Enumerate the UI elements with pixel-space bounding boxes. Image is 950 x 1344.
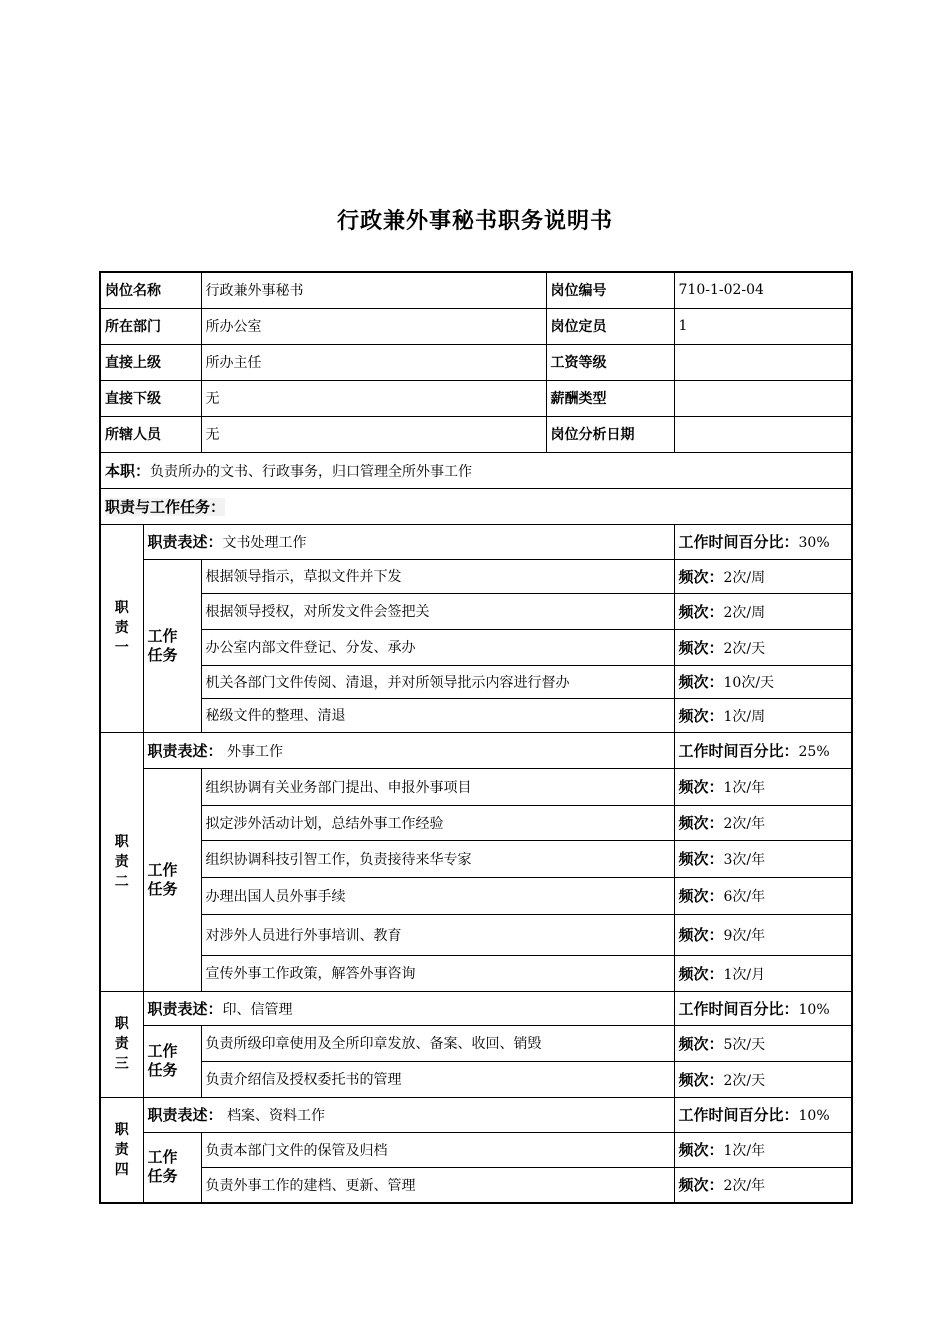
task-label: 工作任务	[147, 860, 178, 898]
duty-percent-cell	[674, 1097, 852, 1132]
main-duty-row	[100, 452, 852, 488]
duty-description-text: 档案、资料工作	[222, 1108, 325, 1124]
task-text: 负责本部门文件的保管及归档	[201, 1132, 674, 1167]
task-label-cell	[143, 559, 201, 732]
frequency-label: 频次：	[678, 567, 724, 586]
task-row	[100, 1132, 852, 1167]
field-label: 岗位定员	[546, 308, 674, 344]
frequency-label: 频次：	[678, 850, 724, 868]
task-frequency-cell	[674, 877, 852, 914]
duty-description-label: 职责表述：	[147, 999, 223, 1018]
frequency-label: 频次：	[678, 1176, 724, 1195]
field-value	[674, 344, 852, 380]
task-row	[100, 1167, 852, 1203]
task-frequency-cell	[674, 914, 852, 955]
task-text: 组织协调科技引智工作，负责接待来华专家	[201, 840, 674, 877]
task-row	[100, 955, 852, 991]
duty-description-text: 外事工作	[222, 743, 283, 760]
frequency-label: 频次：	[678, 887, 724, 905]
duty-description-row	[100, 991, 852, 1025]
task-frequency-cell	[674, 698, 852, 732]
percent-value: 25%	[798, 743, 830, 760]
task-row	[100, 629, 852, 665]
basic-row	[100, 416, 852, 452]
frequency-label: 频次：	[678, 1141, 724, 1159]
task-frequency-cell	[674, 1025, 852, 1061]
duty-description-row	[100, 524, 852, 559]
basic-row	[100, 308, 852, 344]
duty-percent-cell	[674, 991, 852, 1025]
task-text: 秘级文件的整理、清退	[201, 698, 674, 732]
frequency-value: 2次/周	[723, 604, 766, 621]
duty-name-text: 职责二	[114, 833, 129, 890]
percent-label: 工作时间百分比：	[678, 1106, 799, 1124]
frequency-value: 3次/年	[723, 852, 766, 868]
field-label: 所在部门	[100, 308, 201, 344]
frequency-label: 频次：	[678, 926, 724, 944]
frequency-value: 1次/周	[723, 708, 766, 725]
task-text: 负责外事工作的建档、更新、管理	[201, 1167, 674, 1203]
main-duty-text: 负责所办的文书、行政事务，归口管理全所外事工作	[150, 463, 473, 480]
task-label: 工作任务	[147, 1042, 178, 1079]
frequency-value: 1次/年	[723, 1143, 766, 1159]
task-text: 办公室内部文件登记、分发、承办	[201, 629, 674, 665]
frequency-value: 2次/年	[723, 816, 766, 832]
frequency-value: 5次/天	[723, 1036, 766, 1053]
duty-percent-cell	[674, 524, 852, 559]
field-label: 直接上级	[100, 344, 201, 380]
field-value: 1	[674, 308, 852, 344]
frequency-value: 10次/天	[723, 675, 775, 691]
basic-row	[100, 380, 852, 416]
task-text: 对涉外人员进行外事培训、教育	[201, 914, 674, 955]
frequency-value: 2次/年	[723, 1178, 766, 1195]
percent-value: 10%	[798, 1108, 830, 1124]
main-duty-label: 本职：	[105, 461, 151, 480]
percent-label: 工作时间百分比：	[678, 533, 799, 551]
field-value: 无	[201, 380, 546, 416]
task-text: 机关各部门文件传阅、清退，并对所领导批示内容进行督办	[201, 665, 674, 698]
percent-label: 工作时间百分比：	[678, 741, 799, 760]
task-label: 工作任务	[147, 1148, 178, 1186]
task-row	[100, 593, 852, 629]
field-label: 薪酬类型	[546, 380, 674, 416]
task-row	[100, 559, 852, 593]
frequency-label: 频次：	[678, 673, 724, 691]
task-frequency-cell	[674, 768, 852, 805]
main-duty-cell	[100, 452, 852, 488]
duty-description-cell	[143, 732, 674, 768]
duty-description-row	[100, 1097, 852, 1132]
task-row	[100, 914, 852, 955]
field-label: 岗位名称	[100, 272, 201, 308]
task-text: 根据领导授权，对所发文件会签把关	[201, 593, 674, 629]
field-value: 无	[201, 416, 546, 452]
task-frequency-cell	[674, 629, 852, 665]
duty-name	[100, 991, 143, 1097]
task-label-cell	[143, 1132, 201, 1203]
duties-header-row	[100, 488, 852, 524]
percent-value: 10%	[798, 1001, 830, 1018]
task-text: 组织协调有关业务部门提出、申报外事项目	[201, 768, 674, 805]
duties-header-cell	[100, 488, 852, 524]
duty-description-cell	[143, 991, 674, 1025]
task-row	[100, 805, 852, 840]
duty-description-label: 职责表述：	[147, 741, 223, 760]
frequency-value: 2次/天	[723, 1072, 766, 1089]
job-description-table	[99, 271, 853, 1204]
task-row	[100, 698, 852, 732]
duty-description-label: 职责表述：	[147, 1106, 223, 1124]
task-frequency-cell	[674, 1061, 852, 1097]
task-label-cell	[143, 768, 201, 991]
basic-row	[100, 272, 852, 308]
frequency-value: 1次/月	[723, 966, 766, 983]
duty-description-row	[100, 732, 852, 768]
frequency-label: 频次：	[678, 638, 724, 657]
task-text: 根据领导指示，草拟文件并下发	[201, 559, 674, 593]
task-frequency-cell	[674, 955, 852, 991]
duty-name	[100, 524, 143, 732]
duty-description-text: 印、信管理	[222, 1001, 293, 1018]
field-label: 岗位编号	[546, 272, 674, 308]
field-label: 直接下级	[100, 380, 201, 416]
task-row	[100, 1025, 852, 1061]
frequency-value: 2次/周	[723, 569, 766, 586]
field-value	[674, 416, 852, 452]
field-label: 岗位分析日期	[546, 416, 674, 452]
task-frequency-cell	[674, 805, 852, 840]
frequency-value: 2次/天	[723, 640, 766, 657]
frequency-label: 频次：	[678, 814, 724, 832]
task-frequency-cell	[674, 593, 852, 629]
task-label-cell	[143, 1025, 201, 1097]
duty-name-text: 职责一	[114, 600, 129, 656]
duty-name	[100, 732, 143, 991]
field-label: 工资等级	[546, 344, 674, 380]
basic-row	[100, 344, 852, 380]
field-label: 所辖人员	[100, 416, 201, 452]
task-row	[100, 877, 852, 914]
duty-name	[100, 1097, 143, 1203]
frequency-label: 频次：	[678, 964, 724, 983]
percent-value: 30%	[798, 535, 830, 551]
duty-description-text: 文书处理工作	[222, 535, 307, 551]
duty-name-text: 职责四	[114, 1121, 129, 1178]
duty-description-cell	[143, 1097, 674, 1132]
task-frequency-cell	[674, 559, 852, 593]
task-row	[100, 665, 852, 698]
frequency-label: 频次：	[678, 602, 724, 621]
task-text: 办理出国人员外事手续	[201, 877, 674, 914]
task-text: 负责介绍信及授权委托书的管理	[201, 1061, 674, 1097]
page-title: 行政兼外事秘书职务说明书	[336, 209, 613, 234]
task-row	[100, 1061, 852, 1097]
duty-name-text: 职责三	[114, 1016, 129, 1072]
field-value: 所办主任	[201, 344, 546, 380]
frequency-label: 频次：	[678, 706, 724, 725]
task-frequency-cell	[674, 840, 852, 877]
frequency-value: 9次/年	[723, 928, 766, 944]
task-text: 拟定涉外活动计划，总结外事工作经验	[201, 805, 674, 840]
field-value: 710-1-02-04	[674, 272, 852, 308]
task-text: 宣传外事工作政策，解答外事咨询	[201, 955, 674, 991]
duties-header: 职责与工作任务：	[105, 497, 226, 516]
task-row	[100, 768, 852, 805]
task-frequency-cell	[674, 665, 852, 698]
duty-description-cell	[143, 524, 674, 559]
duty-percent-cell	[674, 732, 852, 768]
frequency-value: 6次/年	[723, 889, 766, 905]
field-value: 行政兼外事秘书	[201, 272, 546, 308]
task-frequency-cell	[674, 1167, 852, 1203]
duty-description-label: 职责表述：	[147, 533, 223, 551]
task-frequency-cell	[674, 1132, 852, 1167]
frequency-label: 频次：	[678, 778, 724, 796]
field-value	[674, 380, 852, 416]
frequency-value: 1次/年	[723, 780, 766, 796]
task-label: 工作任务	[147, 626, 178, 664]
frequency-label: 频次：	[678, 1070, 724, 1089]
percent-label: 工作时间百分比：	[678, 999, 799, 1018]
task-text: 负责所级印章使用及全所印章发放、备案、收回、销毁	[201, 1025, 674, 1061]
field-value: 所办公室	[201, 308, 546, 344]
frequency-label: 频次：	[678, 1034, 724, 1053]
task-row	[100, 840, 852, 877]
